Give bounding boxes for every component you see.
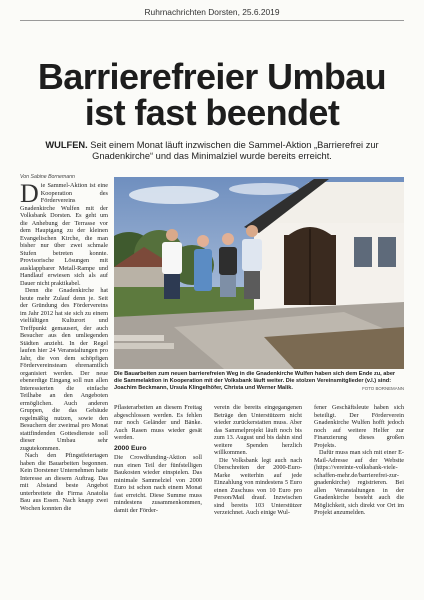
text-column-2 bbox=[114, 404, 202, 594]
headline-line-1: Barrierefreier Umbau bbox=[37, 56, 387, 97]
headline bbox=[20, 56, 404, 133]
paragraph: Die Sammel-Aktion ist eine Kooperation des Fördervereins Gnadenkirche Wulfen mit der Volksbank Dorsten. Es geht um die Anhebung der Terrasse vor dem Hauptgang zu der kleinen Evangelischen Kirche, die man bisher nur über zwei schmale Stufen betreten konnte. Provisorische Lösungen mit ausklappbarer Metall-Rampe und Handlauf erwiesen sich als auf Dauer nicht praktikabel. bbox=[20, 182, 108, 287]
author-byline: Von Sabine Bornemann bbox=[20, 174, 75, 180]
church-photo bbox=[114, 177, 404, 369]
source-line: Ruhrnachrichten Dorsten, 25.6.2019 bbox=[144, 7, 280, 17]
photo-caption bbox=[114, 371, 404, 392]
text-column-1 bbox=[20, 182, 108, 594]
caption-text: Die Bauarbeiten zum neuen barrierefreien Weg in die Gnadenkirche Wulfen haben sich dem Ende zu, aber die Sammelaktion in Kooperation mit der Volksbank läuft weiter. Die stolzen Vereinsmitglieder (v.l.) sind: Joachim Beckmann, Ursula Klingelhöfer, Christa und Werner Malik. bbox=[114, 371, 396, 391]
paragraph: Pflasterarbeiten an diesem Freitag abgeschlossen werden. Es fehlen nur noch Geländer und Bänke. Auch Rasen muss wieder gesät werden. bbox=[114, 404, 202, 441]
paragraph: Nach den Pfingstfeiertagen haben die Bauarbeiten begonnen. Kein Dorstener Unternehmen hatte Interesse an diesem Auftrag. Das mit Abstand beste Angebot unterbreitete die Firma Anatolia Bau aus Essen. Nach knapp zwei Wochen konnten die bbox=[20, 452, 108, 512]
paragraph: Dafür muss man sich mit einer E-Mail-Adresse auf der Website (https://vereinte-volksbank-viele-schaffen-mehr.de/barrierefrei-zur-gnadenkirche) registrieren. Bei allen Veranstaltungen in der Gnadenkirche besteht auch die Möglichkeit, sich direkt vor Ort im Projekt anzumelden. bbox=[314, 449, 404, 516]
paragraph: Die Volksbank legt auch nach Überschreiten der 2000-Euro-Marke weiterhin auf jede Einzahlung von mindestens 5 Euro einen Zuschuss von 10 Euro pro Person/Mail drauf. Inzwischen sind bereits 103 Unterstützer verzeichnet. Auch einige Wul- bbox=[214, 456, 302, 516]
lead-kicker: WULFEN. bbox=[45, 140, 88, 150]
text-column-3 bbox=[214, 404, 302, 594]
lead-text: Seit einem Monat läuft inzwischen die Sammel-Aktion „Barrierefrei zur Gnadenkirche“ und das Minimalziel wurde bereits erreicht. bbox=[87, 140, 379, 161]
church-photo-illustration bbox=[114, 177, 404, 369]
paragraph: Denn die Gnadenkirche hat heute mehr Zulauf denn je. Seit der Gründung des Fördervereins im Jahr 2012 hat sie sich zu einem vielfältigen Kulturort und Treffpunkt gemausert, der auch Besucher aus den umliegenden Städten anzieht. In der Regel laufen hier 24 Veranstaltungen pro Jahr, die von dem schöpfigen Fördervereinsteam ehrenamtlich organisiert werden. Der neue ebenerdige Eingang soll nun allen Interessierten die einfache Teilhabe an den Angeboten ermöglichen. Auch anderen Gruppen, die das Gebäude regelmäßig nutzen, sowie den Besuchern der zweimal pro Monat stattfindenden Gottesdienste soll dieser Umbau sehr zugutekommen. bbox=[20, 287, 108, 452]
photo-credit: FOTO BORNEMANN bbox=[362, 386, 404, 391]
text-column-4 bbox=[314, 404, 404, 594]
top-rule bbox=[20, 20, 404, 21]
paragraph: Die Crowdfunding-Aktion soll nun einen Teil der fünfstelligen Baukosten wieder einspielen. Das minimale Sammelziel von 2000 Euro ist schon nach einem Monat fast erreicht. Diese Summe muss mindestens zusammenkommen, damit der Förder- bbox=[114, 454, 202, 514]
headline-line-2: ist fast beendet bbox=[84, 92, 340, 133]
lead-paragraph bbox=[20, 140, 404, 162]
drop-cap: D bbox=[20, 182, 39, 208]
paragraph: verein die bereits eingegangenen Beträge den Unterstützern nicht wieder zurückerstatten muss. Aber das Sammelprojekt läuft noch bis zum 13. August und bis dahin sind weitere Spenden herzlich willkommen. bbox=[214, 404, 302, 456]
paragraph: fener Geschäftsleute haben sich beteiligt. Der Förderverein Gnadenkirche Wulfen hofft jedoch noch auf weitere Helfer zur Finanzierung dieses großen Projekts. bbox=[314, 404, 404, 449]
subheading: 2000 Euro bbox=[114, 444, 147, 452]
